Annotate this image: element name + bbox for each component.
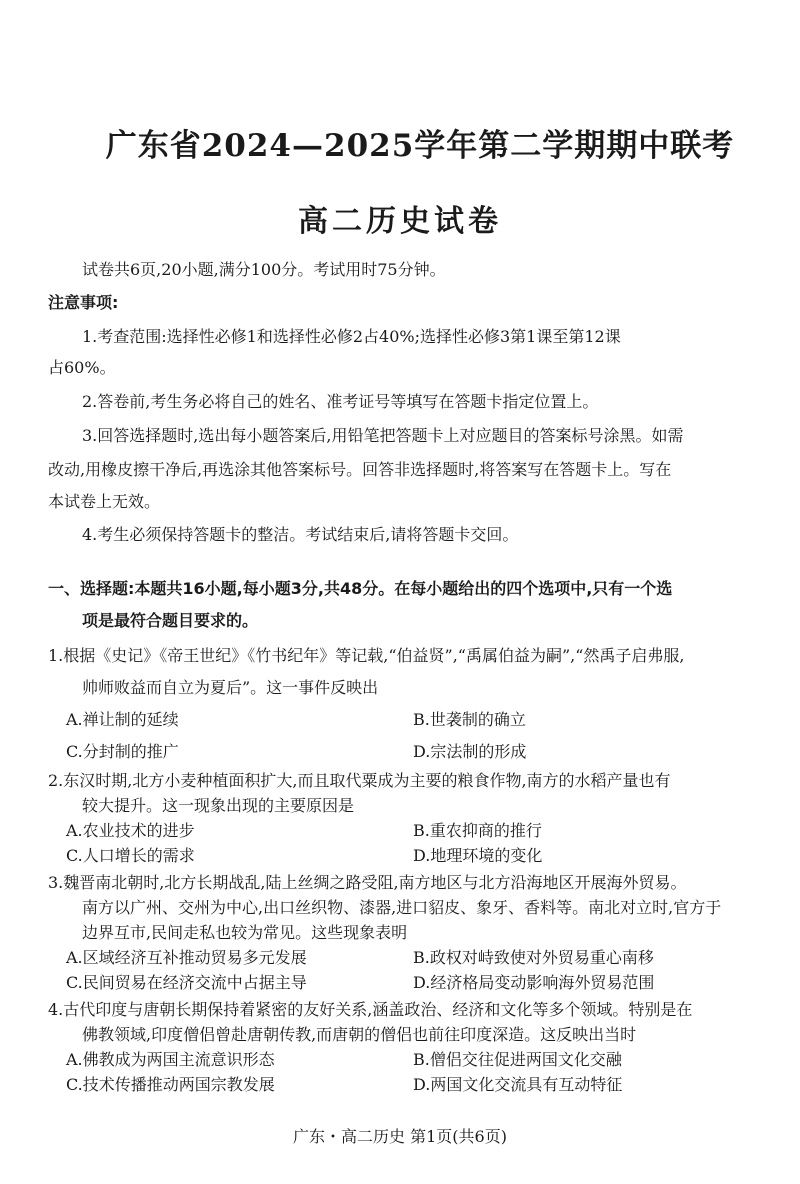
section-heading: 一、选择题:本题共16小题,每小题3分,共48分。在每小题给出的四个选项中,只有一个选 (48, 579, 673, 598)
question-1-stem: 1.根据《史记》《帝王世纪》《竹书纪年》等记载,“伯益贤”,“禹属伯益为嗣”,“然禹子启弗服, (48, 646, 685, 665)
question-2-option-c: C.人口增长的需求 (66, 846, 195, 865)
question-3-stem-cont: 南方以广州、交州为中心,出口丝织物、漆器,进口貂皮、象牙、香料等。南北对立时,官方于 (82, 898, 722, 917)
question-2-option-a: A.农业技术的进步 (66, 821, 195, 840)
notice-item-3: 3.回答选择题时,选出每小题答案后,用铅笔把答题卡上对应题目的答案标号涂黑。如需 (82, 426, 684, 445)
question-3-option-d: D.经济格局变动影响海外贸易范围 (413, 973, 655, 992)
question-2-stem-cont: 较大提升。这一现象出现的主要原因是 (82, 796, 355, 815)
question-2-stem: 2.东汉时期,北方小麦种植面积扩大,而且取代粟成为主要的粮食作物,南方的水稻产量也有 (48, 771, 671, 790)
question-4-option-d: D.两国文化交流具有互动特征 (413, 1075, 623, 1094)
question-1-option-a: A.禅让制的延续 (66, 710, 179, 729)
question-3-option-a: A.区域经济互补推动贸易多元发展 (66, 948, 307, 967)
question-4-option-c: C.技术传播推动两国宗教发展 (66, 1075, 275, 1094)
question-1-option-b: B.世袭制的确立 (413, 710, 526, 729)
question-4-stem: 4.古代印度与唐朝长期保持着紧密的友好关系,涵盖政治、经济和文化等多个领域。特别是在 (48, 1000, 693, 1019)
question-1-option-c: C.分封制的推广 (66, 742, 179, 761)
question-1-option-d: D.宗法制的形成 (413, 742, 527, 761)
section-heading-cont: 项是最符合题目要求的。 (82, 611, 259, 630)
notice-item-4: 4.考生必须保持答题卡的整洁。考试结束后,请将答题卡交回。 (82, 525, 519, 544)
question-3-option-c: C.民间贸易在经济交流中占据主导 (66, 973, 307, 992)
question-3-stem: 3.魏晋南北朝时,北方长期战乱,陆上丝绸之路受阻,南方地区与北方沿海地区开展海外贸易。 (48, 873, 687, 892)
question-2-option-d: D.地理环境的变化 (413, 846, 543, 865)
notice-item-3-cont2: 本试卷上无效。 (48, 492, 161, 511)
page-footer: 广东・高二历史 第1页(共6页) (293, 1127, 507, 1146)
exam-subtitle: 高二历史试卷 (298, 204, 502, 239)
question-3-stem-cont2: 边界互市,民间走私也较为常见。这些现象表明 (82, 923, 408, 942)
question-2-option-b: B.重农抑商的推行 (413, 821, 542, 840)
exam-title: 广东省2024—2025学年第二学期期中联考 (105, 128, 735, 164)
notice-item-3-cont: 改动,用橡皮擦干净后,再选涂其他答案标号。回答非选择题时,将答案写在答题卡上。写在 (48, 460, 672, 479)
question-4-option-a: A.佛教成为两国主流意识形态 (66, 1050, 275, 1069)
question-1-stem-cont: 帅师败益而自立为夏后”。这一事件反映出 (82, 678, 379, 697)
notice-item-1: 1.考查范围:选择性必修1和选择性必修2占40%;选择性必修3第1课至第12课 (82, 327, 621, 346)
question-4-stem-cont: 佛教领域,印度僧侣曾赴唐朝传教,而唐朝的僧侣也前往印度深造。这反映出当时 (82, 1025, 637, 1044)
notice-item-2: 2.答卷前,考生务必将自己的姓名、准考证号等填写在答题卡指定位置上。 (82, 392, 599, 411)
question-4-option-b: B.僧侣交往促进两国文化交融 (413, 1050, 622, 1069)
notice-item-1-cont: 占60%。 (48, 358, 116, 377)
notice-heading: 注意事项: (48, 293, 119, 312)
exam-intro: 试卷共6页,20小题,满分100分。考试用时75分钟。 (82, 260, 446, 279)
question-3-option-b: B.政权对峙致使对外贸易重心南移 (413, 948, 654, 967)
